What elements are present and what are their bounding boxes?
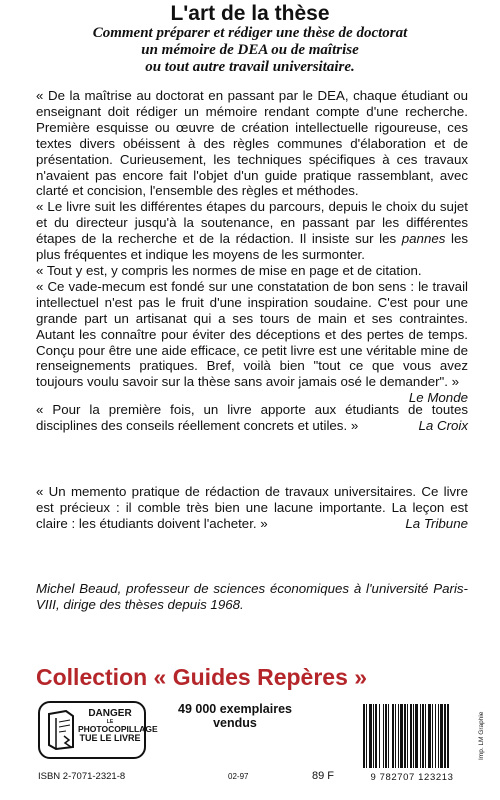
barcode-bar	[420, 704, 421, 768]
barcode-bar	[388, 704, 389, 768]
review-paragraph	[36, 278, 468, 406]
barcode-bar	[435, 704, 436, 768]
barcode-bar	[383, 704, 384, 768]
review-paragraph	[36, 199, 468, 263]
barcode-bar	[395, 704, 396, 768]
danger-line: LE	[106, 718, 114, 725]
barcode-bar	[375, 704, 377, 768]
danger-line: DANGER	[88, 708, 132, 719]
barcode-bar	[385, 704, 387, 768]
subtitle-line: un mémoire de DEA ou de maîtrise	[141, 42, 359, 58]
barcode-bar	[410, 704, 412, 768]
barcode-bar	[407, 704, 408, 768]
book-subtitle	[20, 25, 480, 76]
review-block-la-tribune	[36, 484, 468, 532]
barcode-bar	[440, 704, 443, 768]
copies-label: vendus	[213, 716, 257, 730]
danger-photocopy-badge	[38, 701, 158, 759]
review-text: les plus fréquentes et indique les moyens de les surmonter.	[36, 231, 468, 263]
barcode-bar	[447, 704, 449, 768]
printer-imprint: Imp. LM Graphie	[478, 711, 485, 760]
barcode-bar	[428, 704, 431, 768]
barcode-bar	[363, 704, 365, 768]
barcode-bar	[369, 704, 372, 768]
danger-line: PHOTOCOPILLAGE	[78, 723, 158, 734]
copies-sold	[175, 702, 295, 730]
danger-line: TUE LE LIVRE	[79, 732, 141, 743]
review-text: « Le livre suit les différentes étapes du parcours, depuis le choix du sujet et du directeur jusqu'à la soutenance, en passant par les différentes étapes de la recherche et de la rédaction. Il insiste sur les	[36, 199, 468, 247]
barcode-bar	[438, 704, 439, 768]
review-source: La Croix	[418, 417, 468, 433]
barcode-bar	[400, 704, 403, 768]
subtitle-line: ou tout autre travail universitaire.	[145, 59, 355, 75]
review-paragraph	[36, 484, 468, 532]
author-note: Michel Beaud, professeur de sciences économiques à l'université Paris-VIII, dirige des thèses depuis 1968.	[36, 581, 468, 612]
copies-count: 49 000 exemplaires	[178, 702, 292, 716]
review-paragraph: « De la maîtrise au doctorat en passant par le DEA, chaque étudiant ou enseignant doit rédiger un mémoire rendant compte d'une recherche. Première esquisse ou œuvre de création intellectuelle rigoureuse, ces textes divers obéissent à des règles communes d'élaboration et de présentation. Curieusement, les techniques spécifiques à ces travaux n'avaient pas encore fait l'objet d'un guide pratique rassemblant, avec clarté et concision, l'ensemble des règles et méthodes.	[36, 88, 468, 199]
review-block-la-croix	[36, 402, 468, 434]
book-title: L'art de la thèse	[170, 2, 330, 25]
barcode-bar	[392, 704, 394, 768]
collection-name: Collection « Guides Repères »	[36, 664, 368, 690]
review-text: « Ce vade-mecum est fondé sur une constatation de bon sens : le travail intellectuel n'est pas le fruit d'une inspiration soudaine. C'est pour une grande part un artisanat qui a ses tours de main et ses contraintes. Autant les connaître pour éviter des déceptions et des pertes de temps. Conçu pour être une aide efficace, ce petit livre est une véritable mine de renseignements pratiques. Bref, voilà bien "tout ce que vous avez toujours voulu savoir sur la thèse sans avoir jamais osé le demander". »	[36, 278, 468, 390]
barcode-bar	[413, 704, 414, 768]
barcode-number: 9 782707 123213	[370, 772, 454, 783]
barcode-bar	[425, 704, 426, 768]
danger-text	[78, 708, 158, 743]
barcode-bar	[366, 704, 367, 768]
review-source: Le Monde	[408, 390, 468, 406]
review-paragraph	[36, 402, 468, 434]
review-block-le-monde	[36, 88, 468, 406]
barcode-bar	[373, 704, 374, 768]
barcode-bar	[422, 704, 424, 768]
barcode-bar	[444, 704, 446, 768]
price: 89 F	[312, 770, 335, 782]
torn-book-icon	[46, 710, 76, 750]
date-code: 02-97	[228, 772, 249, 781]
barcode-bar	[432, 704, 433, 768]
review-source: La Tribune	[405, 515, 468, 531]
barcode-bar	[398, 704, 399, 768]
barcode-bar	[404, 704, 406, 768]
subtitle-line: Comment préparer et rédiger une thèse de doctorat	[92, 25, 408, 41]
review-paragraph: « Tout y est, y compris les normes de mise en page et de citation.	[36, 262, 422, 278]
emphasis-word: pannes	[401, 231, 446, 247]
barcode	[357, 702, 467, 788]
barcode-bar	[379, 704, 380, 768]
barcode-bars	[357, 702, 467, 772]
isbn-number: ISBN 2-7071-2321-8	[38, 771, 126, 782]
review-text: « Pour la première fois, un livre apporte aux étudiants de toutes disciplines des conseils réellement concrets et utiles. »	[36, 402, 468, 433]
review-text: « Un memento pratique de rédaction de travaux universitaires. Ce livre est précieux : il comble très bien une lacune importante. La leçon est claire : les étudiants doivent l'acheter. »	[36, 484, 468, 531]
barcode-bar	[415, 704, 418, 768]
